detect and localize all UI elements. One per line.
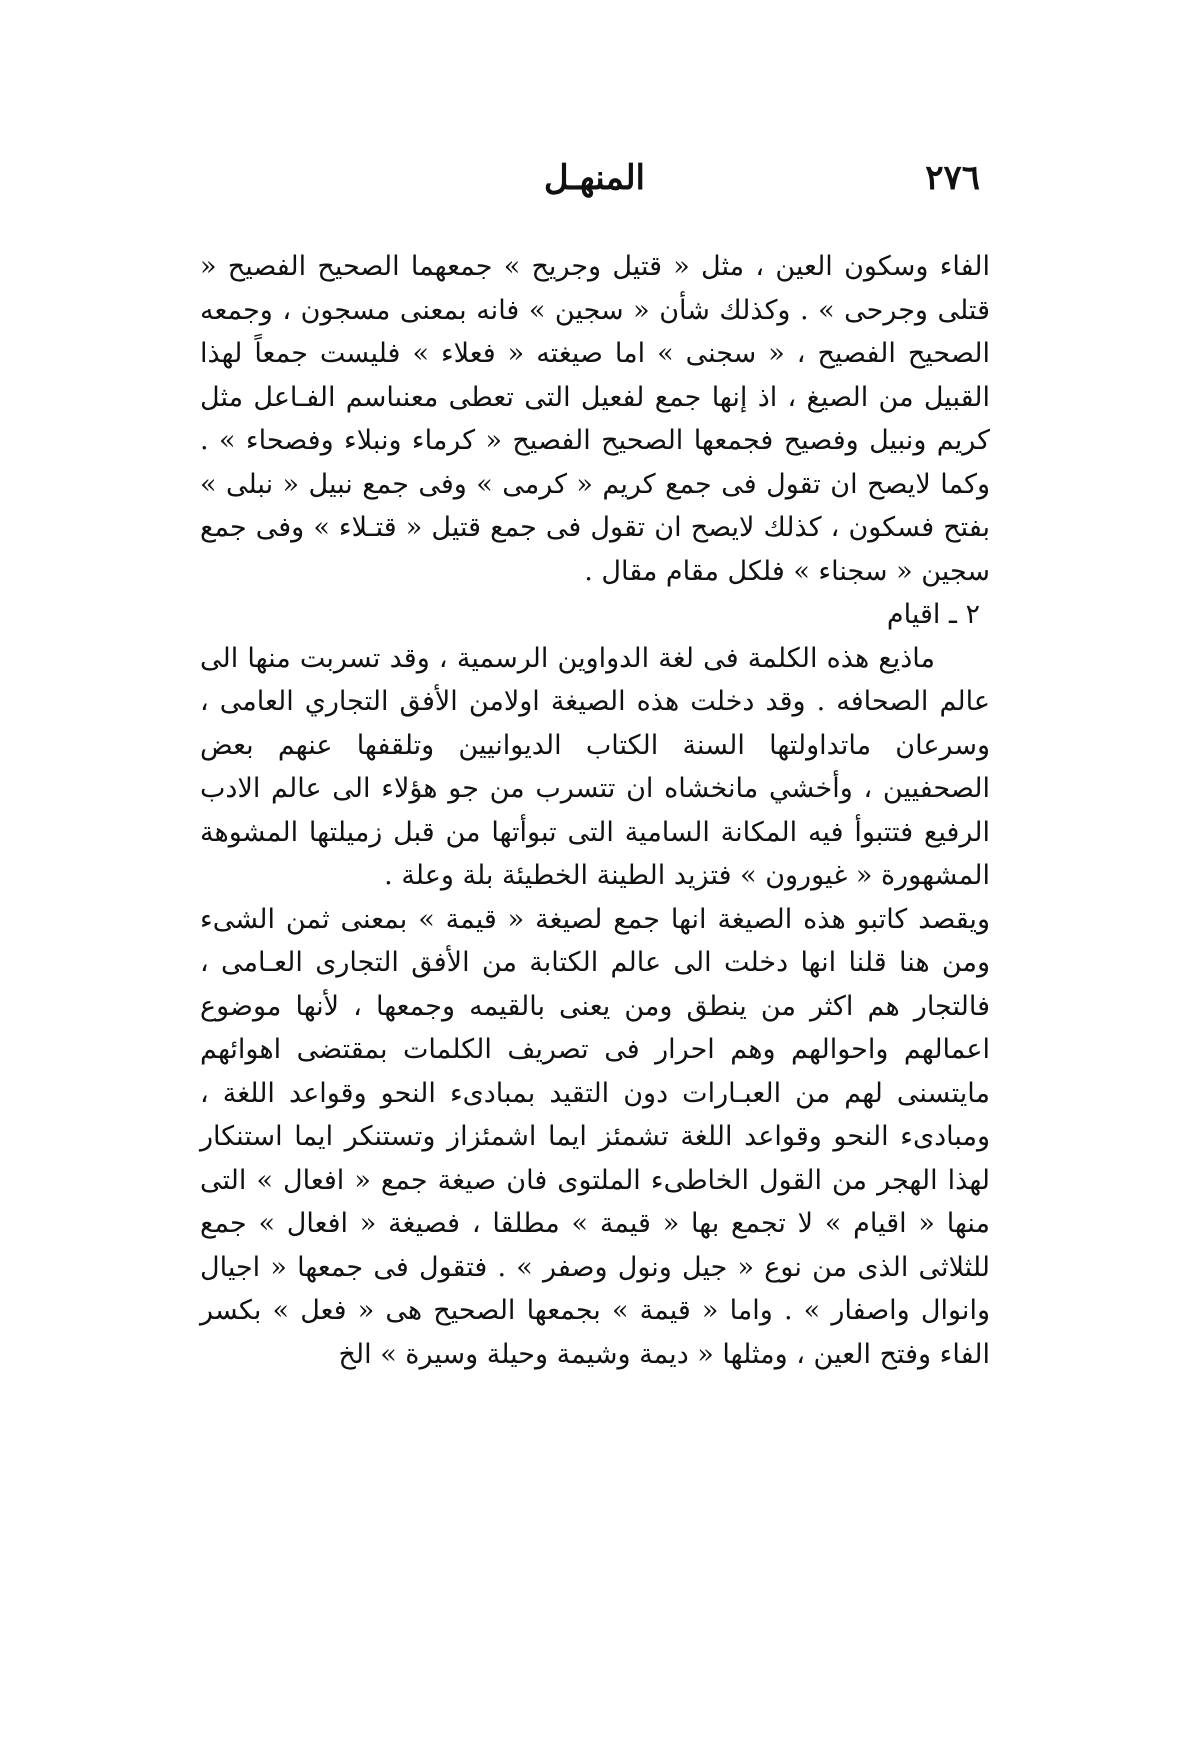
paragraph-2: ماذيع هذه الكلمة فى لغة الدواوين الرسمية ، وقد تسربت منها الى عالم الصحافه . وقد دخلت هذه الصيغة اولامن الأفق التجاري العامى ، وسرعان ماتداولتها السنة الكتاب الديوانيين وتلقفها عنهم بعض الصحفيين ، وأخشي مانخشاه ان تتسرب من جو هؤلاء الى عالم الادب الرفيع فتتبوأ فيه المكانة السامية التى تبوأتها من قبل زميلتها المشوهة المشهورة « غيورون » فتزيد الطينة الخطيئة بلة وعلة . <box>200 642 990 891</box>
running-title: المنهـل <box>543 158 645 198</box>
section-heading: ٢ ـ اقيام <box>886 599 980 630</box>
body-text <box>200 245 990 1376</box>
page-header <box>200 158 980 208</box>
paragraph-3: ويقصد كاتبو هذه الصيغة انها جمع لصيغة « قيمة » بمعنى ثمن الشىء ومن هنا قلنا انها دخلت الى عالم الكتابة من الأفق التجارى العـامى ، فالتجار هم اكثر من ينطق ومن يعنى بالقيمه وجمعها ، لأنها موضوع اعمالهم واحوالهم وهم احرار فى تصريف الكلمات بمقتضى اهوائهم مايتسنى لهم من العبـارات دون التقيد بمبادىء النحو وقواعد اللغة ، ومبادىء النحو وقواعد اللغة تشمئز ايما اشمئزاز وتستنكر ايما استنكار لهذا الهجر من القول الخاطىء الملتوى فان صيغة جمع « افعال » التى منها « اقيام » لا تجمع بها « قيمة » مطلقا ، فصيغة « افعال » جمع للثلاثى الذى من نوع « جيل ونول وصفر » . فتقول فى جمعها « اجيال وانوال واصفار » . واما « قيمة » بجمعها الصحيح هى « فعل » بكسر الفاء وفتح العين ، ومثلها « ديمة وشيمة وحيلة وسيرة » الخ <box>200 903 990 1370</box>
page-number: ٢٧٦ <box>925 158 980 198</box>
paragraph-1: الفاء وسكون العين ، مثل « قتيل وجريح » جمعهما الصحيح الفصيح « قتلى وجرحى » . وكذلك شأن « سجين » فانه بمعنى مسجون ، وجمعه الصحيح الفصيح ، « سجنى » اما صيغته « فعلاء » فليست جمعاً لهذا القبيل من الصيغ ، اذ إنها جمع لفعيل التى تعطى معنىاسم الفـاعل مثل كريم ونبيل وفصيح فجمعها الصحيح الفصيح « كرماء ونبلاء وفصحاء » . وكما لايصح ان تقول فى جمع كريم « كرمى » وفى جمع نبيل « نبلى » بفتح فسكون ، كذلك لايصح ان تقول فى جمع قتيل « قتـلاء » وفى جمع سجين « سجناء » فلكل مقام مقال . <box>200 251 990 587</box>
